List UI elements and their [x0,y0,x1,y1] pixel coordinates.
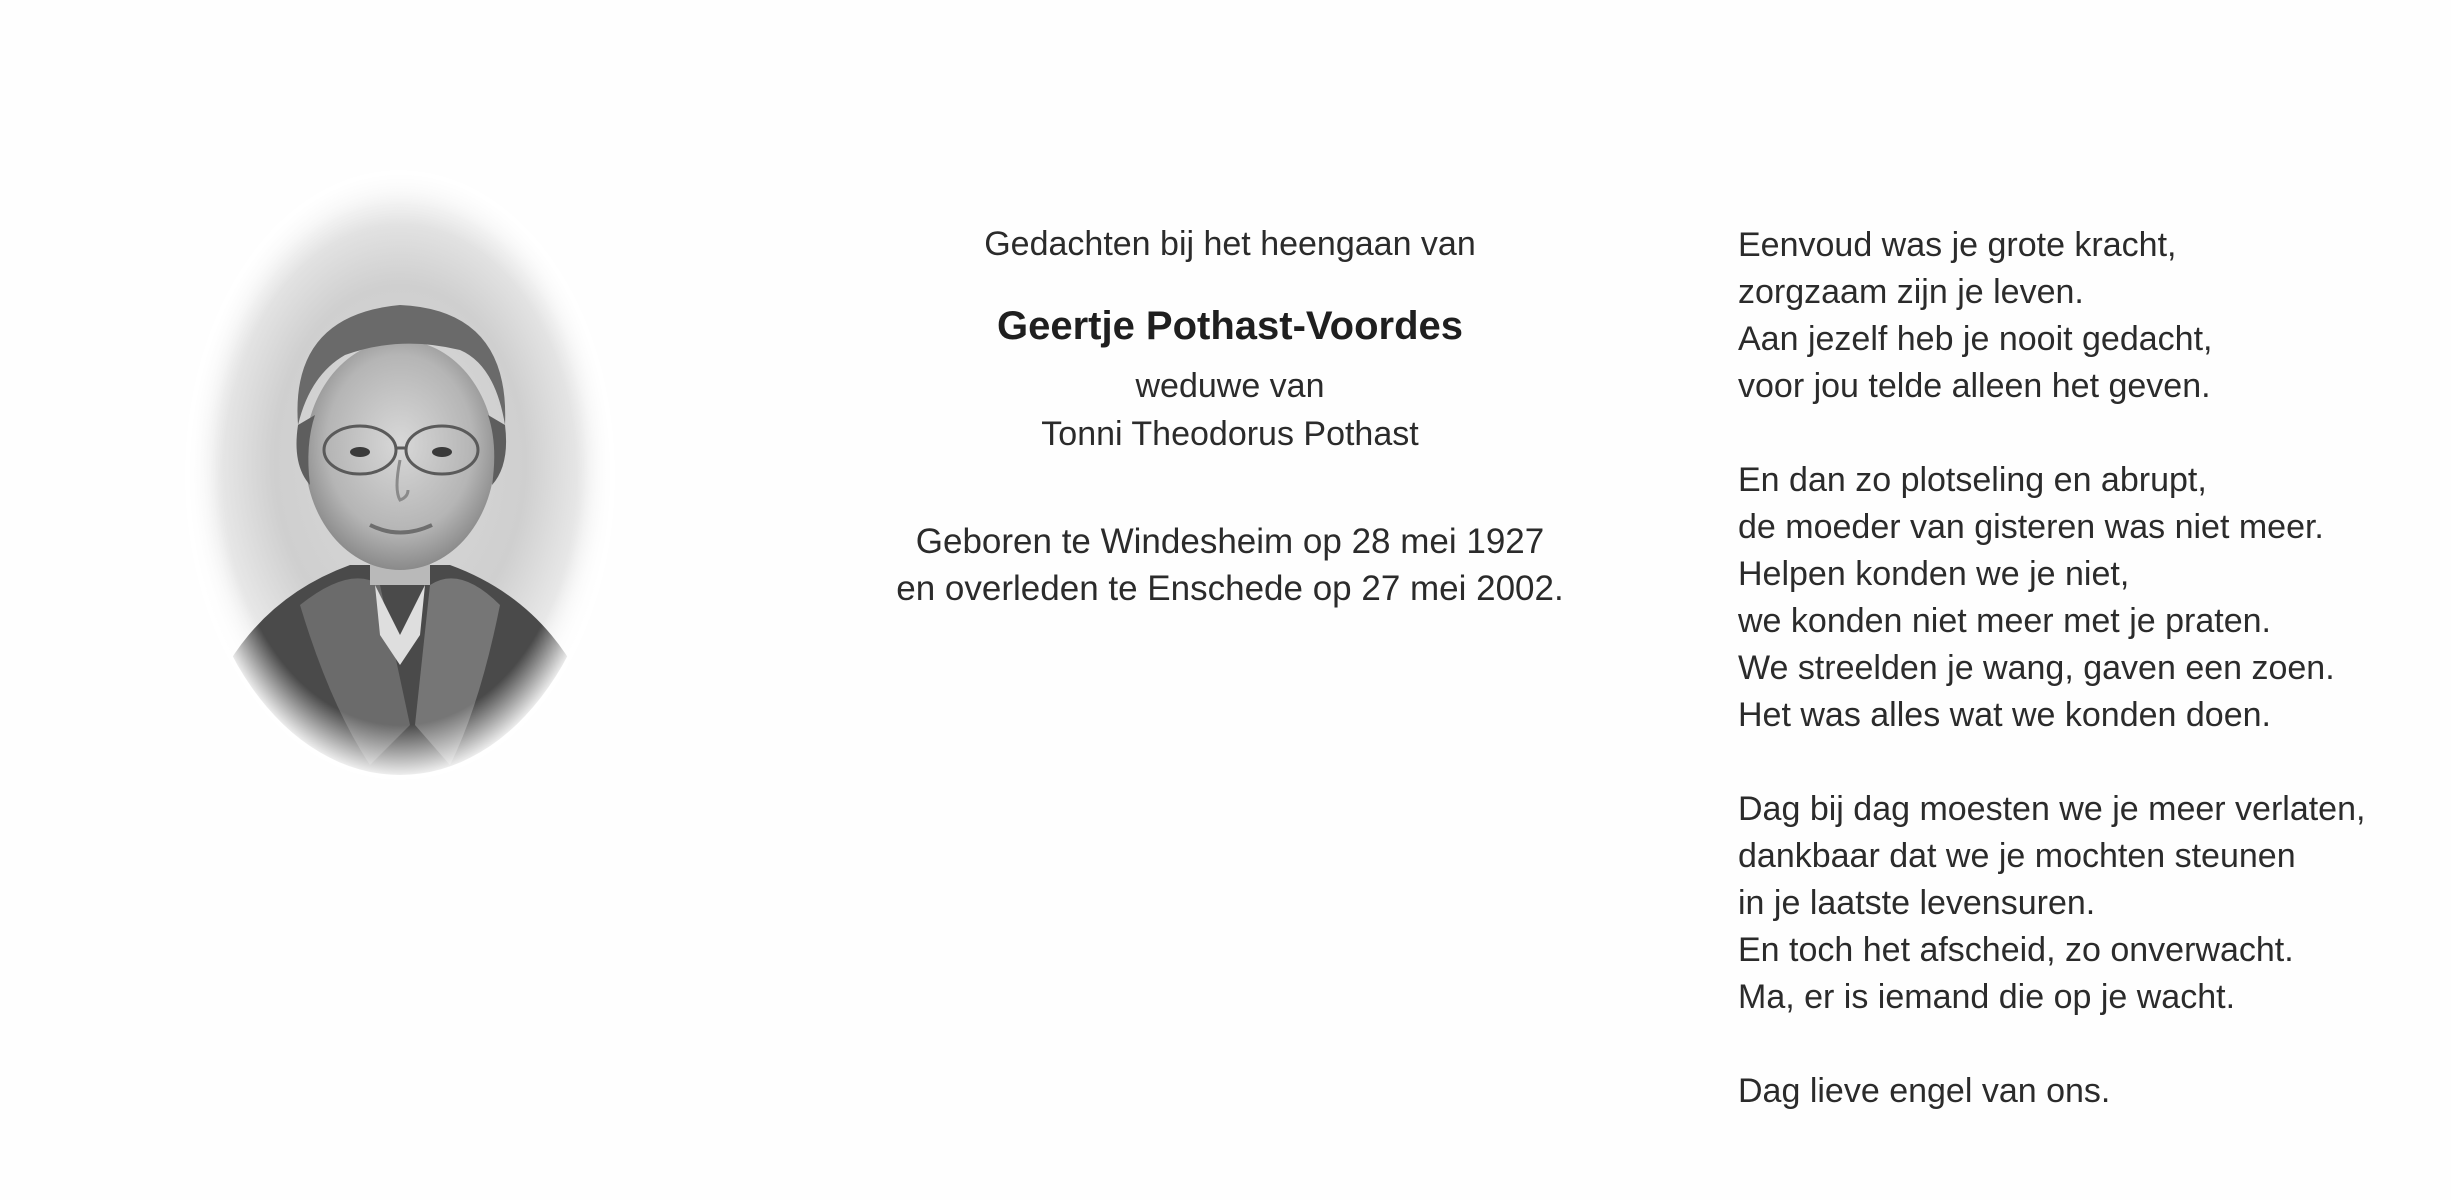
poem-line: voor jou telde alleen het geven. [1738,367,2211,405]
poem-line: Ma, er is iemand die op je wacht. [1738,978,2236,1016]
poem-line: En toch het afscheid, zo onverwacht. [1738,931,2294,969]
poem-line: we konden niet meer met je praten. [1738,602,2271,640]
poem-line: En dan zo plotseling en abrupt, [1738,461,2207,499]
dates-block [860,518,1600,612]
poem-line: Dag bij dag moesten we je meer verlaten, [1738,790,2366,828]
poem-line: de moeder van gisteren was niet meer. [1738,508,2324,546]
poem-line: Aan jezelf heb je nooit gedacht, [1738,320,2213,358]
poem [1738,222,2418,1115]
poem-line: Eenvoud was je grote kracht, [1738,226,2177,264]
poem-line: We streelden je wang, gaven een zoen. [1738,649,2335,687]
death-line: en overleden te Enschede op 27 mei 2002. [896,569,1564,608]
poem-stanza-2 [1738,457,2418,739]
portrait-photo [180,165,620,785]
poem-line: zorgzaam zijn je leven. [1738,273,2084,311]
deceased-name: Geertje Pothast-Voordes [996,304,1464,348]
poem-line: in je laatste levensuren. [1738,884,2096,922]
spouse-name: Tonni Theodorus Pothast [1041,415,1419,453]
poem-stanza-4 [1738,1068,2418,1115]
poem-line: dankbaar dat we je mochten steunen [1738,837,2296,875]
poem-line: Helpen konden we je niet, [1738,555,2130,593]
birth-line: Geboren te Windesheim op 28 mei 1927 [915,522,1545,561]
poem-line: Het was alles wat we konden doen. [1738,696,2271,734]
poem-line: Dag lieve engel van ons. [1738,1072,2111,1110]
intro-text: Gedachten bij het heengaan van [984,225,1476,263]
widow-label: weduwe van [1135,367,1325,405]
poem-stanza-1 [1738,222,2418,410]
poem-stanza-3 [1738,786,2418,1021]
announcement-column [860,220,1600,612]
